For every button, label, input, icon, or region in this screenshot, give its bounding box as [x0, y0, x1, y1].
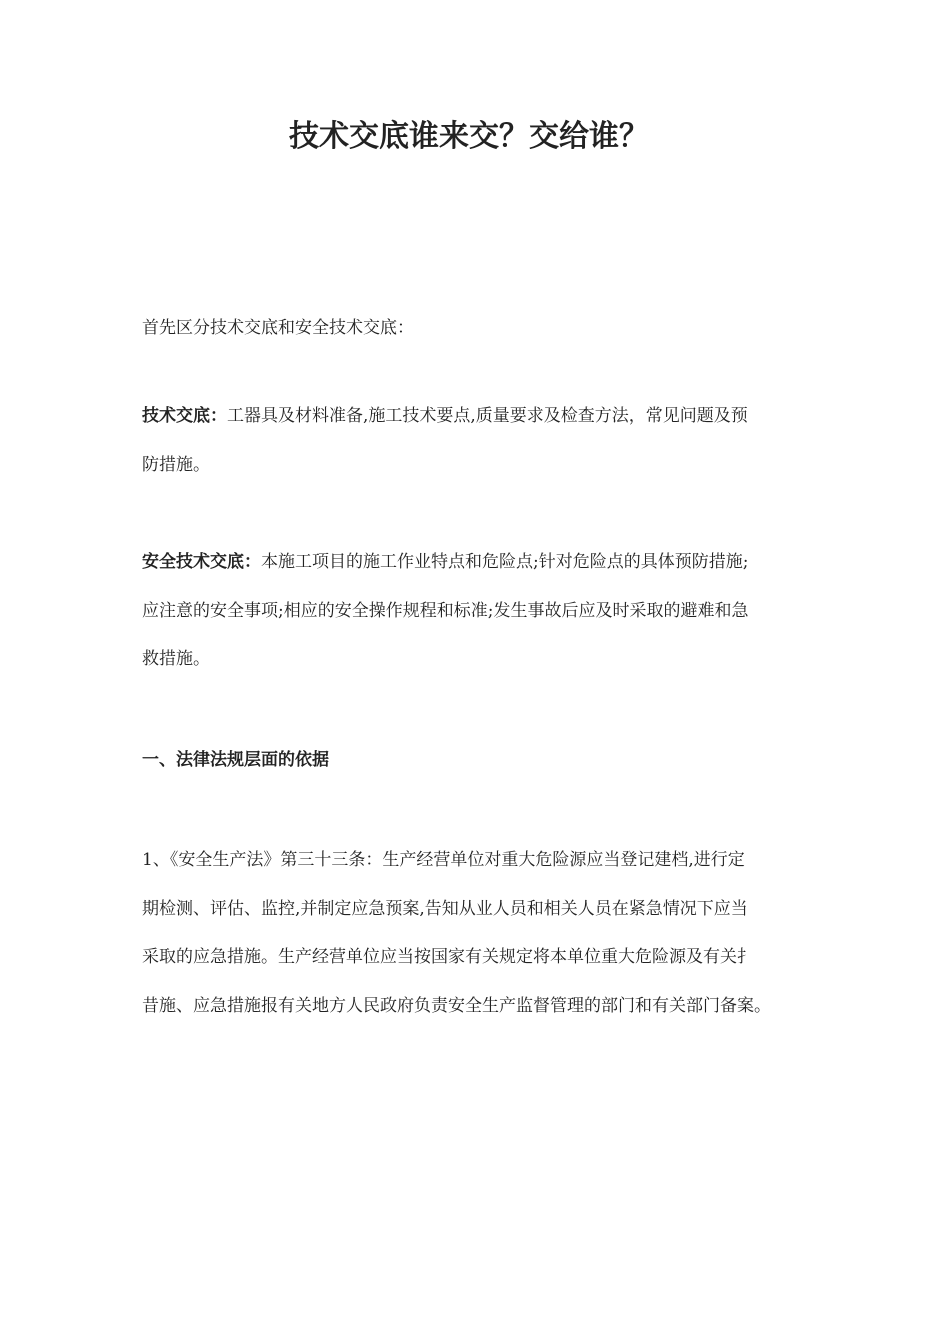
safety-disclosure-line-1 [142, 538, 822, 587]
law-line-3: 采取的应急措施。生产经营单位应当按国家有关规定将本单位重大危险源及有关扌 [142, 947, 754, 967]
document-title: 技术交底谁来交？交给谁？ [289, 119, 649, 154]
safety-disclosure-paragraph [142, 538, 822, 684]
law-paragraph [142, 836, 822, 1030]
tech-disclosure-line-2: 防措施。 [142, 454, 210, 475]
safety-disclosure-text: 本施工项目的施工作业特点和危险点;针对危险点的具体预防措施; [261, 552, 749, 572]
tech-disclosure-label: 技术交底： [142, 406, 227, 426]
tech-disclosure-line-1 [142, 392, 822, 441]
law-line-2: 期检测、评估、监控,并制定应急预案,告知从业人员和相关人员在紧急情况下应当 [142, 898, 748, 919]
section-heading: 一、法律法规层面的依据 [142, 750, 329, 770]
safety-disclosure-label: 安全技术交底： [142, 552, 261, 572]
tech-disclosure-text: 工器具及材料准备,施工技术要点,质量要求及检查方法，常见问题及预 [227, 406, 748, 426]
law-line-1: 1、《安全生产法》第三十三条：生产经营单位对重大危险源应当登记建档,进行定 [142, 850, 745, 870]
safety-disclosure-line-3: 救措施。 [142, 649, 210, 669]
intro-paragraph: 首先区分技术交底和安全技术交底： [142, 318, 414, 338]
law-line-4: 昔施、应急措施报有关地方人民政府负责安全生产监督管理的部门和有关部门备案。 [142, 995, 771, 1016]
tech-disclosure-paragraph [142, 392, 822, 489]
safety-disclosure-line-2: 应注意的安全事项;相应的安全操作规程和标准;发生事故后应及时采取的避难和急 [142, 600, 749, 621]
